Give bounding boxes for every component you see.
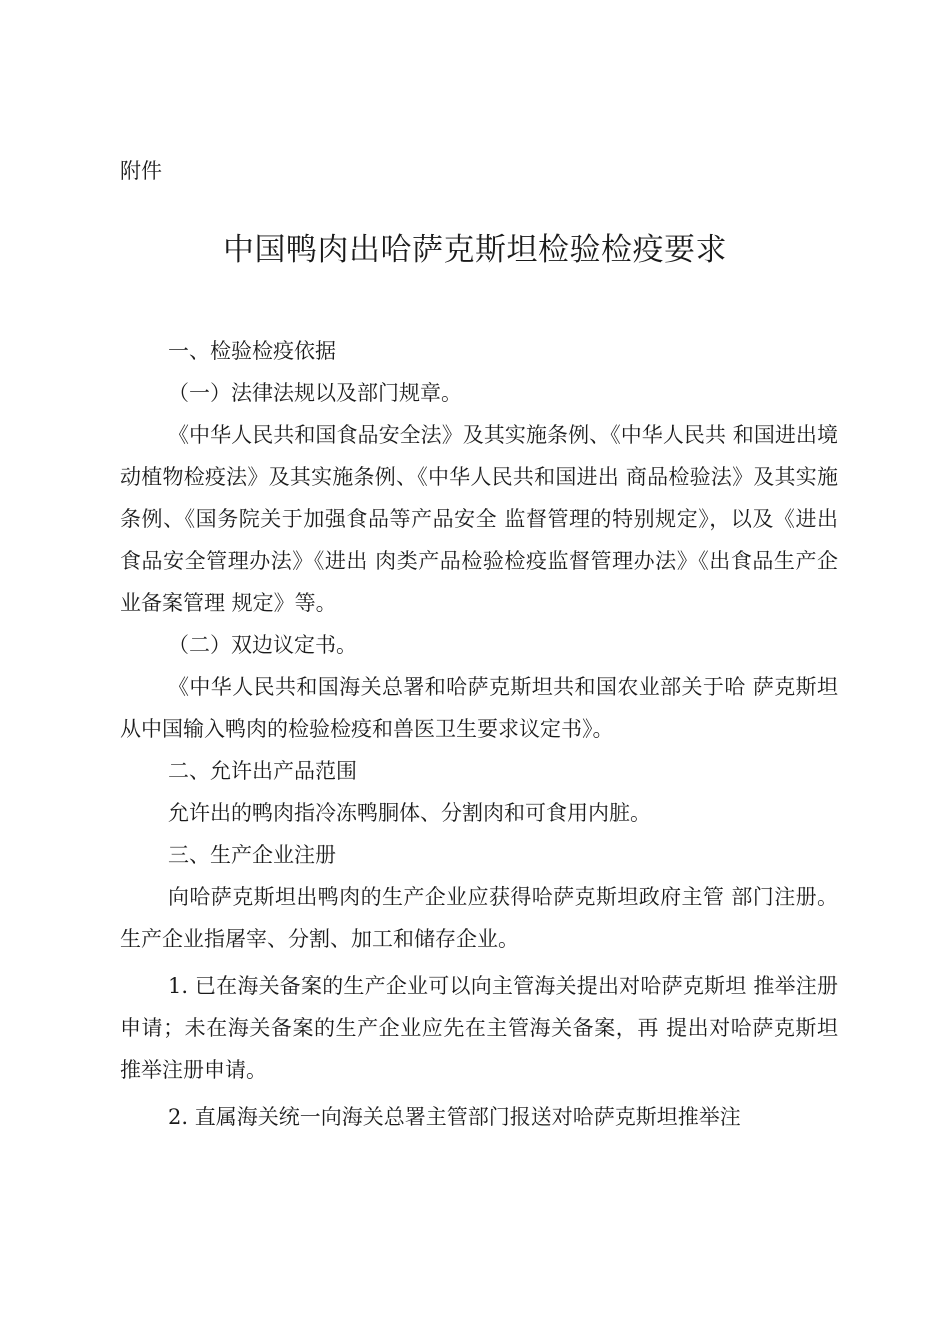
- subsection-heading-laws: （一）法律法规以及部门规章。: [168, 381, 462, 405]
- section-heading-scope: 二、允许出产品范围: [168, 759, 357, 783]
- paragraph-registration-item-1: 1. 已在海关备案的生产企业可以向主管海关提出对哈萨克斯坦 推举注册申请；未在海关备案的生产企业应先在主管海关备案，再 提出对哈萨克斯坦推举注册申请。: [120, 974, 838, 1082]
- subsection-heading-protocol: （二）双边议定书。: [168, 633, 357, 657]
- paragraph-registration: 向哈萨克斯坦出鸭肉的生产企业应获得哈萨克斯坦政府主管 部门注册。生产企业指屠宰、分割、加工和储存企业。: [120, 885, 838, 951]
- paragraph-scope: 允许出的鸭肉指冷冻鸭胴体、分割肉和可食用内脏。: [168, 801, 651, 825]
- section-heading-registration: 三、生产企业注册: [168, 843, 336, 867]
- paragraph-registration-item-2: 2. 直属海关统一向海关总署主管部门报送对哈萨克斯坦推举注: [168, 1105, 741, 1129]
- attachment-label: 附件: [120, 159, 162, 183]
- section-heading-basis: 一、检验检疫依据: [168, 339, 336, 363]
- document-body: [120, 330, 838, 1138]
- paragraph-protocol: 《中华人民共和国海关总署和哈萨克斯坦共和国农业部关于哈 萨克斯坦从中国输入鸭肉的检验检疫和兽医卫生要求议定书》。: [120, 675, 838, 741]
- document-title: 中国鸭肉出哈萨克斯坦检验检疫要求: [223, 232, 727, 268]
- paragraph-laws-list: 《中华人民共和国食品安全法》及其实施条例、《中华人民共 和国进出境动植物检疫法》及其实施条例、《中华人民共和国进出 商品检验法》及其实施条例、《国务院关于加强食品等产品安全 监督管理的特别规定》，以及《进出食品安全管理办法》《进出 肉类产品检验检疫监督管理办法》《出食品生产企业备案管理 规定》等。: [120, 423, 838, 615]
